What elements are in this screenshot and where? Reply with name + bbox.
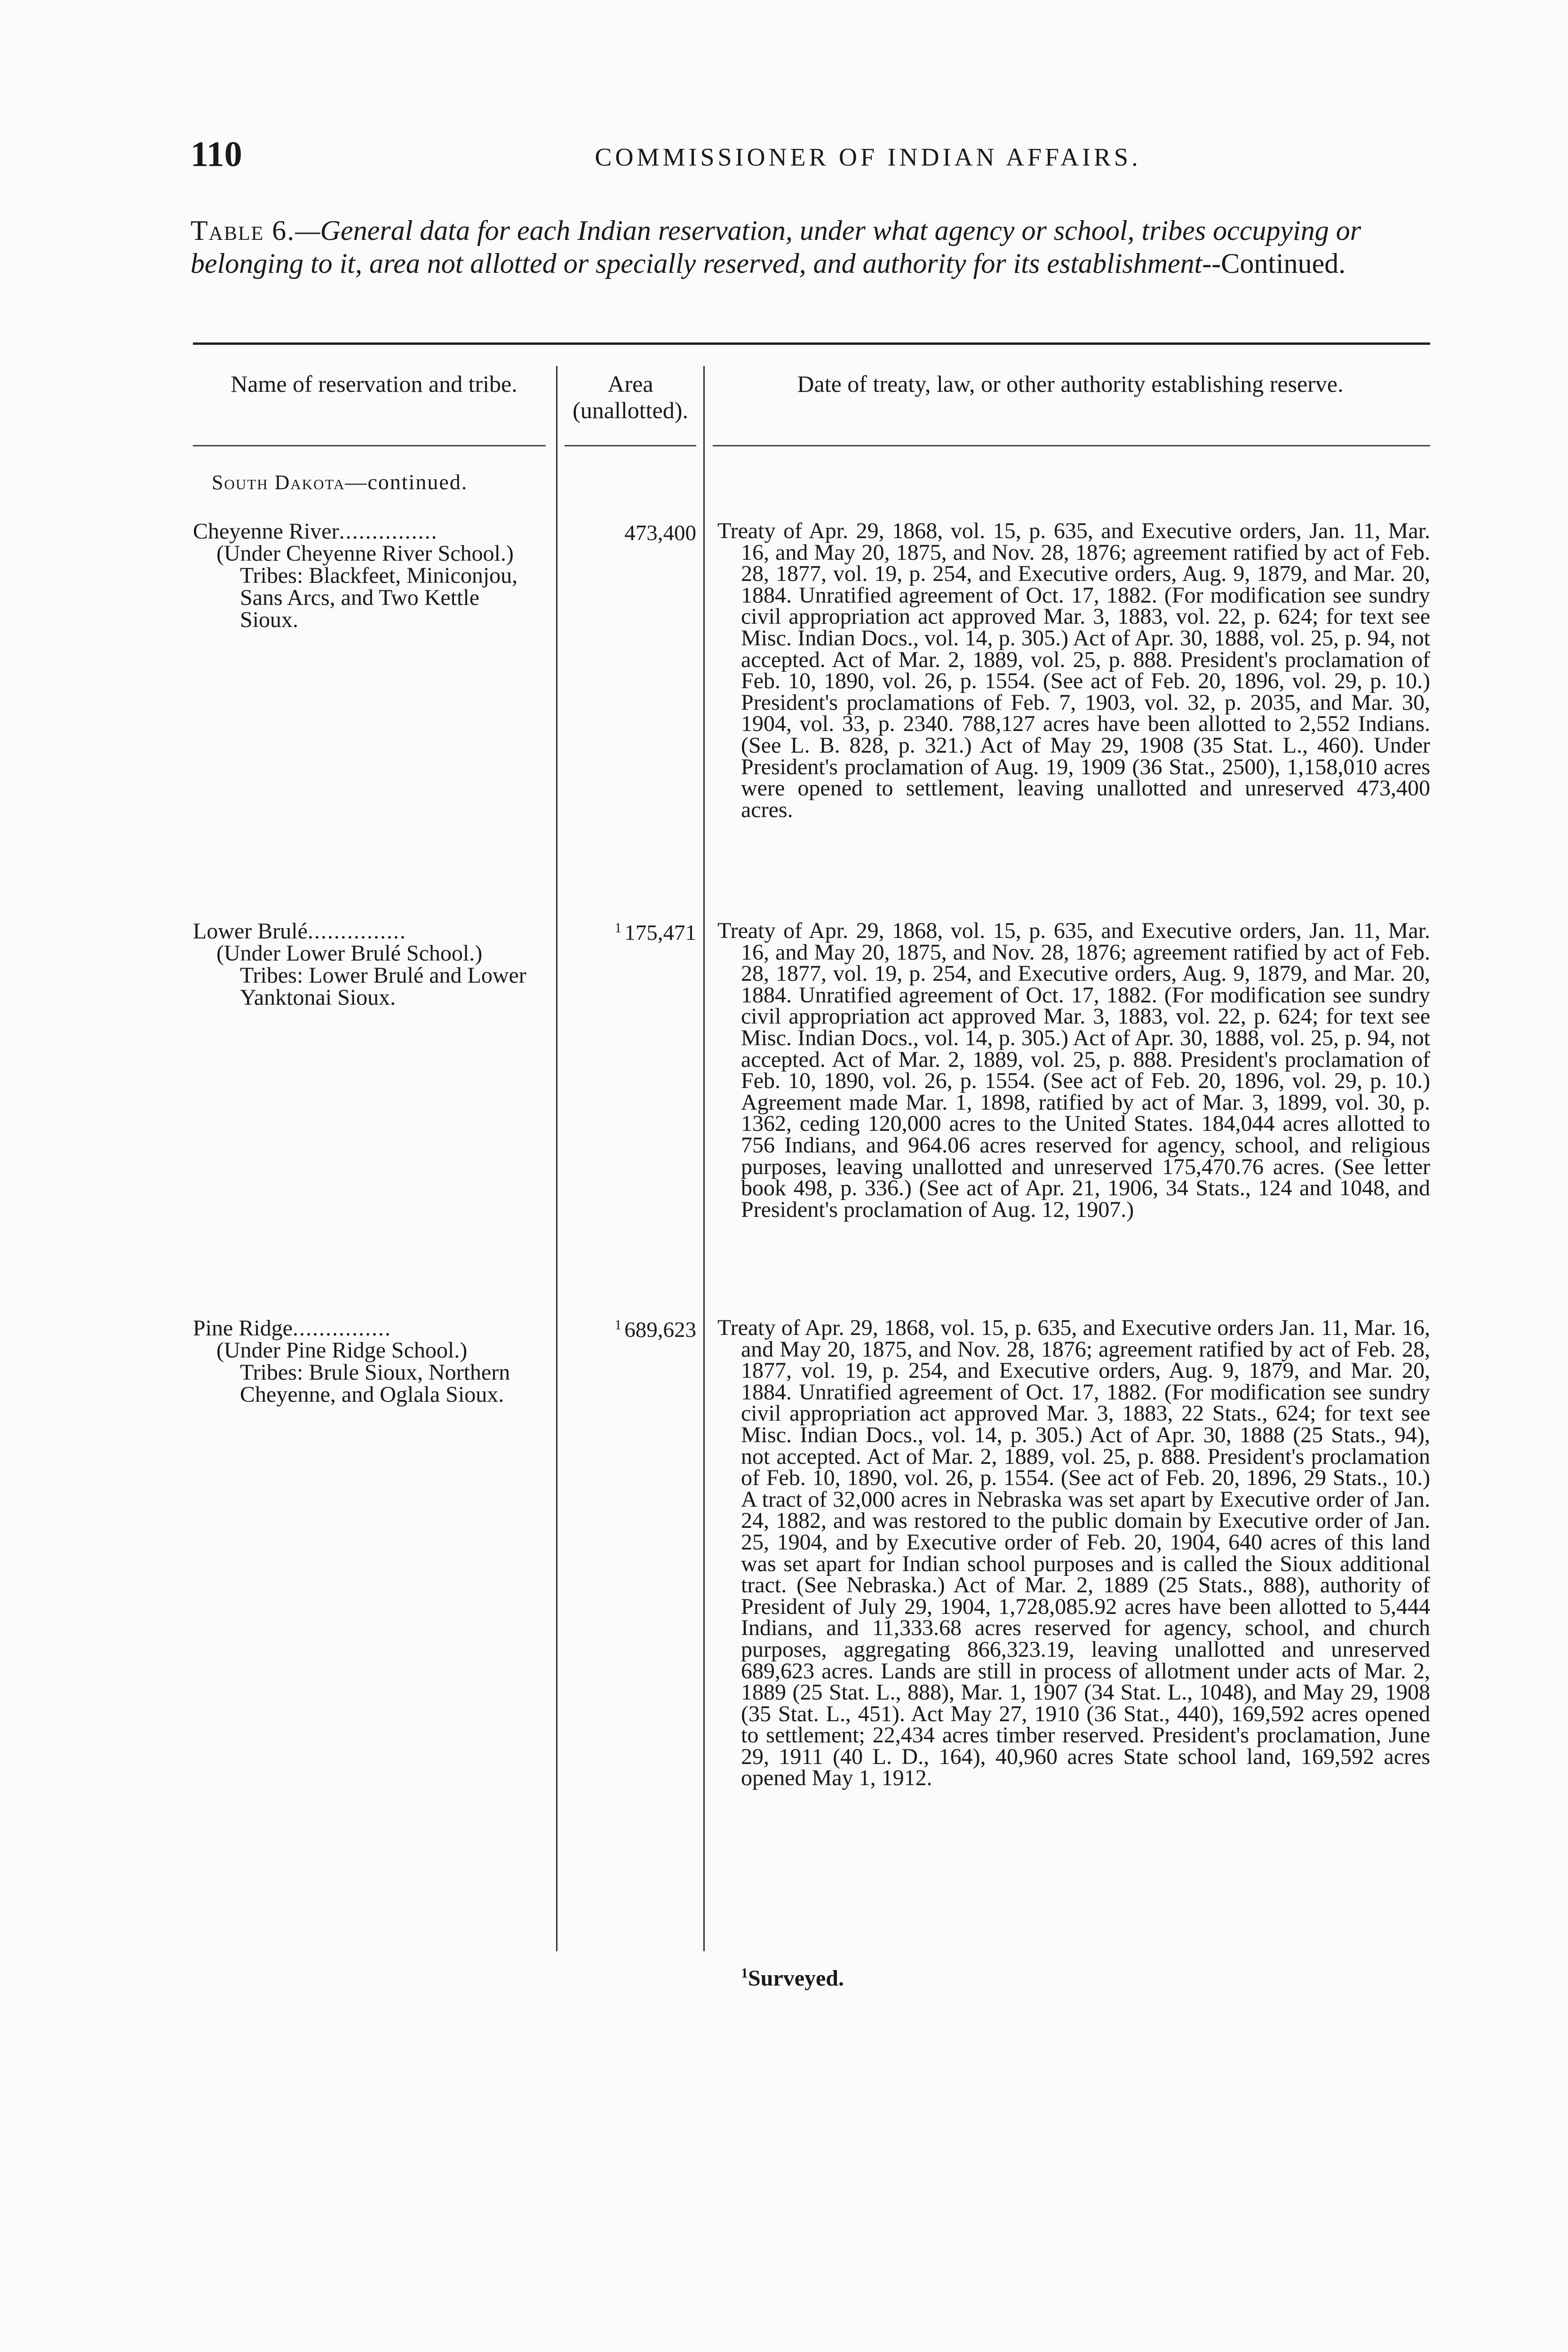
reservation-name: Pine Ridge [193, 1316, 293, 1341]
dot-leader: ............... [293, 1316, 391, 1341]
area-cell [555, 520, 696, 546]
authority-text: Treaty of Apr. 29, 1868, vol. 15, p. 635, and Executive orders, Jan. 11, Mar. 16, and May 20, 1875, and Nov. 28, 1876; agreement ratified by act of Feb. 28, 1877, vol. 19, p. 254, and Executive orders, Aug. 9, 1879, and Mar. 20, 1884. Unratified agreement of Oct. 17, 1882. (For modification see sundry civil appropriation act approved Mar. 3, 1883, vol. 22, p. 624; for text see Misc. Indian Docs., vol. 14, p. 305.) Act of Apr. 30, 1888, vol. 25, p. 94, not accepted. Act of Mar. 2, 1889, vol. 25, p. 888. President's proclamation of Feb. 10, 1890, vol. 26, p. 1554. (See act of Feb. 20, 1896, vol. 29, p. 10.) President's proclamations of Feb. 7, 1903, vol. 32, p. 2035, and Mar. 30, 1904, vol. 33, p. 2340. 788,127 acres have been allotted to 2,552 Indians. (See L. B. 828, p. 321.) Act of May 29, 1908 (35 Stat. L., 460). Under President's proclamation of Aug. 19, 1909 (36 Stat., 2500), 1,158,010 acres were opened to settlement, leaving unallotted and unreserved 473,400 acres. [717, 518, 1430, 822]
tribes-text: Tribes: Lower Brulé and Lower Yanktonai Sioux. [240, 963, 526, 1010]
page-header [191, 134, 1433, 186]
section-suffix: —continued. [345, 470, 468, 494]
header-rule-3 [713, 445, 1430, 446]
reservation-name-cell [193, 1317, 543, 1406]
tribes-text: Tribes: Blackfeet, Miniconjou, Sans Arcs, and Two Kettle Sioux. [240, 563, 518, 632]
column-divider-2 [703, 366, 705, 1951]
running-head: COMMISSIONER OF INDIAN AFFAIRS. [595, 143, 1141, 171]
area-value: 175,471 [624, 921, 696, 945]
footnote-mark: 1 [741, 1965, 748, 1981]
table-label: Table 6. [191, 215, 295, 246]
header-rule-1 [193, 445, 546, 446]
authority-cell [717, 520, 1430, 820]
dot-leader: ............... [307, 919, 406, 944]
dot-leader: ............... [339, 519, 438, 544]
reservation-name-cell [193, 520, 543, 631]
column-divider-1 [556, 366, 557, 1951]
agency-text: (Under Cheyenne River School.) [216, 541, 514, 566]
section-state: South Dakota [212, 471, 345, 494]
reservation-name: Cheyenne River [193, 519, 339, 544]
reservation-name-cell [193, 920, 543, 1009]
section-heading [212, 469, 468, 494]
area-value: 473,400 [624, 521, 696, 545]
area-cell [555, 1317, 696, 1343]
authority-cell [717, 1317, 1430, 1789]
tribes-text: Tribes: Brule Sioux, Northern Cheyenne, and Oglala Sioux. [240, 1360, 510, 1407]
area-cell [555, 920, 696, 946]
table-title: —General data for each Indian reservation, under what agency or school, tribes occupying or belonging to it, area not allotted or specially reserved, and authority for its establishment [191, 215, 1361, 279]
footnote [741, 1965, 844, 1991]
authority-text: Treaty of Apr. 29, 1868, vol. 15, p. 635, and Executive orders Jan. 11, Mar. 16, and May 20, 1875, and Nov. 28, 1876; agreement ratified by act of Feb. 28, 1877, vol. 19, p. 254, and Executive orders, Aug. 9, 1879, and Mar. 20, 1884. Unratified agreement of Oct. 17, 1882. (For modification see sundry civil appropriation act approved Mar. 3, 1883, 22 Stats., 624; for text see Misc. Indian Docs., vol. 14, p. 305.) Act of Apr. 30, 1888 (25 Stats., 94), not accepted. Act of Mar. 2, 1889, vol. 25, p. 888. President's proclamation of Feb. 10, 1890, vol. 26, p. 1554. (See act of Feb. 20, 1896, 29 Stats., 10.) A tract of 32,000 acres in Nebraska was set apart by Executive order of Jan. 24, 1882, and was restored to the public domain by Executive order of Jan. 25, 1904, and by Executive order of Feb. 20, 1904, 640 acres of this land was set apart for Indian school purposes and is called the Sioux additional tract. (See Nebraska.) Act of Mar. 2, 1889 (25 Stats., 888), authority of President of July 29, 1904, 1,728,085.92 acres have been allotted to 5,444 Indians, and 11,333.68 acres reserved for agency, school, and church purposes, aggregating 866,323.19, leaving unallotted and unreserved 689,623 acres. Lands are still in process of allotment under acts of Mar. 2, 1889 (25 Stat. L., 888), Mar. 1, 1907 (34 Stat. L., 1048), and May 29, 1908 (35 Stat. L., 451). Act May 27, 1910 (36 Stat., 440), 169,592 acres opened to settlement; 22,434 acres timber reserved. President's proclamation, June 29, 1911 (40 L. D., 164), 40,960 acres State school land, 169,592 acres opened May 1, 1912. [717, 1315, 1430, 1791]
table-top-rule [193, 342, 1430, 345]
footnote-text: Surveyed. [748, 1966, 844, 1991]
header-name: Name of reservation and tribe. [231, 371, 517, 397]
page-number: 110 [191, 135, 242, 174]
authority-text: Treaty of Apr. 29, 1868, vol. 15, p. 635, and Executive orders, Jan. 11, Mar. 16, and May 20, 1875, and Nov. 28, 1876; agreement ratified by act of Feb. 28, 1877, vol. 19, p. 254, and Executive orders, Aug. 9, 1879, and Mar. 20, 1884. Unratified agreement of Oct. 17, 1882. (For modification see sundry civil appropriation act approved Mar. 3, 1883, vol. 22, p. 624; for text see Misc. Indian Docs., vol. 14, p. 305.) Act of Apr. 30, 1888, vol. 25, p. 94, not accepted. Act of Mar. 2, 1889, vol. 25, p. 888. President's proclamation of Feb. 10, 1890, vol. 26, p. 1554. (See act of Feb. 20, 1896, vol. 29, p. 10.) Agreement made Mar. 1, 1898, ratified by act of Mar. 3, 1899, vol. 30, p. 1362, ceding 120,000 acres to the United States. 184,044 acres allotted to 756 Indians, and 964.06 acres reserved for agency, school, and religious purposes, leaving unallotted and unreserved 175,470.76 acres. (See letter book 498, p. 336.) (See act of Apr. 21, 1906, 34 Stats., 124 and 1048, and President's proclamation of Aug. 12, 1907.) [717, 918, 1430, 1222]
table-caption [191, 214, 1433, 280]
agency-text: (Under Pine Ridge School.) [216, 1338, 468, 1363]
reservation-name: Lower Brulé [193, 919, 308, 944]
header-area: Area (unallotted). [573, 371, 688, 423]
agency-text: (Under Lower Brulé School.) [216, 941, 483, 966]
header-authority: Date of treaty, law, or other authority establishing reserve. [797, 371, 1344, 397]
footnote-ref: 1 [614, 920, 622, 936]
footnote-ref: 1 [614, 1317, 622, 1333]
reservation-table [193, 342, 1430, 1942]
table-continued: --Continued. [1202, 248, 1346, 279]
authority-cell [717, 920, 1430, 1220]
area-value: 689,623 [624, 1318, 696, 1342]
header-rule-2 [565, 445, 696, 446]
